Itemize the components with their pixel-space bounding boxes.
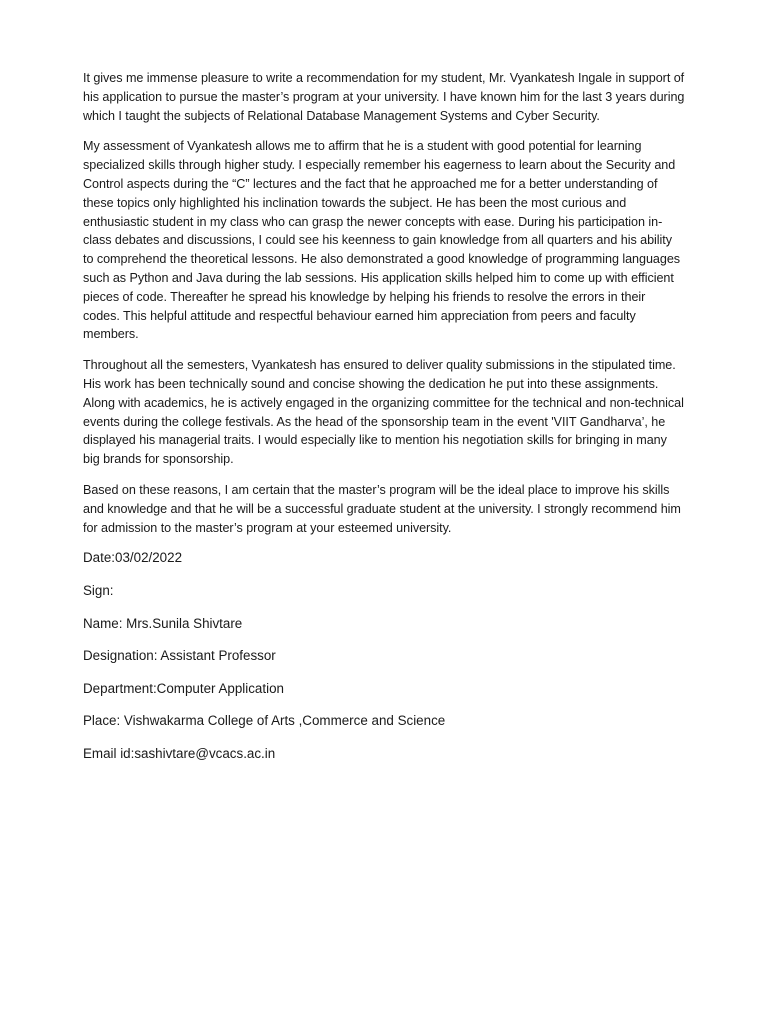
place-line: Place: Vishwakarma College of Arts ,Commerce and Science [83,713,446,729]
paragraph-assessment: My assessment of Vyankatesh allows me to affirm that he is a student with good potential for learning specialized skills through higher study. I especially remember his eagerness to learn about the Security and Control aspects during the “C” lectures and the fact that he approached me for a better understanding of these topics only highlighted his inclination towards the subject. He has been the most curious and enthusiastic student in my class who can grasp the newer concepts with ease. During his participation in-class debates and discussions, I could see his keenness to gain knowledge from all quarters and his ability to comprehend the theoretical lessons. He also demonstrated a good knowledge of programming languages such as Python and Java during the lab sessions. His application skills helped him to come up with efficient pieces of code. Thereafter he spread his knowledge by helping his friends to resolve the errors in their codes. This helpful attitude and respectful behaviour earned him appreciation from peers and faculty members. [83,139,681,342]
paragraph-conclusion: Based on these reasons, I am certain that the master’s program will be the ideal place to improve his skills and knowledge and that he will be a successful graduate student at the university. I strongly recommend him for admission to the master’s program at your esteemed university. [83,482,681,535]
email-line: Email id:sashivtare@vcacs.ac.in [83,745,276,761]
paragraph-activities: Throughout all the semesters, Vyankatesh has ensured to deliver quality submissions in the stipulated time. His work has been technically sound and concise showing the dedication he put into these assignments. Along with academics, he is actively engaged in the organizing committee for the technical and non-technical events during the college festivals. As the head of the sponsorship team in the event 'VIIT Gandharva’, he displayed his managerial traits. I would especially like to mention his negotiation skills for bringing in many big brands for sponsorship. [83,358,684,467]
department-line: Department:Computer Application [83,680,284,696]
paragraph-introduction: It gives me immense pleasure to write a recommendation for my student, Mr. Vyankatesh Ingale in support of his application to pursue the master’s program at your university. I have known him for the last 3 years during which I taught the subjects of Relational Database Management Systems and Cyber Security. [83,71,685,123]
designation-line: Designation: Assistant Professor [83,648,276,664]
sign-line: Sign: [83,582,114,598]
name-line: Name: Mrs.Sunila Shivtare [83,615,243,631]
recommendation-letter [83,69,685,777]
date-line: Date:03/02/2022 [83,550,183,566]
